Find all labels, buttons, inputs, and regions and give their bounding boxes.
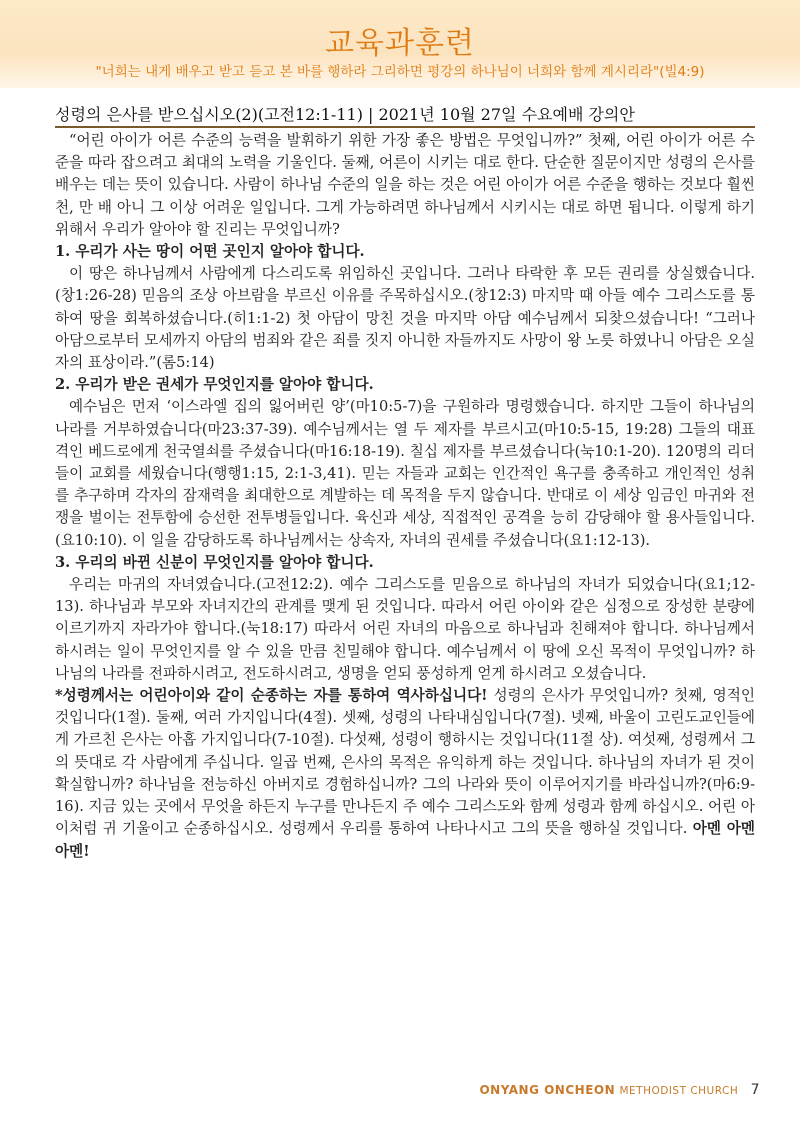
page-number: 7	[750, 1082, 760, 1098]
church-brand: ONYANG ONCHEON	[479, 1083, 616, 1097]
closing-lead: *성령께서는 어린아이와 같이 순종하는 자를 통하여 역사하십니다!	[55, 687, 488, 705]
section-title: 교육과훈련	[325, 26, 475, 61]
point-heading-3: 3. 우리의 바뀐 신분이 무엇인지를 알아야 합니다.	[55, 553, 374, 571]
point-paragraph-1: 이 땅은 하나님께서 사람에게 다스리도록 위임하신 곳입니다. 그러나 타락한 후 모든 권리를 상실했습니다.(창1:26-28) 믿음의 조상 아브람을 부르신 이유를 주목하십시오.(창12:3) 마지막 때 아들 예수 그리스도를 통하여 땅을 회복하셨습니다.(히1:1-2) 첫 아담이 망친 것을 마지막 아담 예수님께서 되찾으셨습니다! “그러나 아담으로부터 모세까지 아담의 범죄와 같은 죄를 짓지 아니한 자들까지도 사망이 왕 노릇 하였나니 아담은 오실 자의 표상이라.”(롬5:14)	[55, 265, 755, 372]
page-header	[0, 0, 800, 88]
page-footer	[479, 1082, 760, 1098]
closing-amen: 아멘 아멘 아멘!	[55, 820, 755, 860]
closing-text: 성령의 은사가 무엇입니까? 첫째, 영적인 것입니다(1절). 둘째, 여러 가지입니다(4절). 셋째, 성령의 나타내심입니다(7절). 넷째, 바울이 고린도교인들에게 가르친 은사는 아홉 가지입니다(7-10절). 다섯째, 성령이 행하시는 것입니다(11절 상). 여섯째, 성령께서 그의 뜻대로 각 사람에게 주십니다. 일곱 번째, 은사의 목적은 유익하게 하는 것입니다. 하나님의 자녀가 된 것이 확실합니까? 하나님을 전능하신 아버지로 경험하십니까? 그의 나라와 뜻이 이루어지기를 바라십니까?(마6:9-16). 지금 있는 곳에서 무엇을 하든지 누구를 만나든지 주 예수 그리스도와 함께 성령과 함께 하십시오. 어린 아이처럼 귀 기울이고 순종하십시오. 성령께서 우리를 통하여 나타나시고 그의 뜻을 행하실 것입니다.	[55, 687, 755, 838]
point-heading-2: 2. 우리가 받은 권세가 무엇인지를 알아야 합니다.	[55, 376, 374, 394]
church-sub: METHODIST CHURCH	[619, 1085, 739, 1097]
intro-paragraph: “어린 아이가 어른 수준의 능력을 발휘하기 위한 가장 좋은 방법은 무엇입니까?” 첫째, 어린 아이가 어른 수준을 따라 잡으려고 최대의 노력을 기울인다. 둘째, 어른이 시키는 대로 한다. 단순한 질문이지만 성령의 은사를 배우는 데는 뜻이 있습니다. 사람이 하나님 수준의 일을 하는 것은 어린 아이가 어른 수준을 행하는 것보다 훨씬 천, 만 배 아니 그 이상 어려운 일입니다. 그게 가능하려면 하나님께서 시키시는 대로 하면 됩니다. 이렇게 하기 위해서 우리가 알아야 할 진리는 무엇입니까?	[55, 132, 755, 238]
point-paragraph-3: 우리는 마귀의 자녀였습니다.(고전12:2). 예수 그리스도를 믿음으로 하나님의 자녀가 되었습니다(요1;12-13). 하나님과 부모와 자녀지간의 관계를 맺게 된 것입니다. 따라서 어린 아이와 같은 심정으로 장성한 분량에 이르기까지 자라가야 합니다.(눅18:17) 따라서 어린 자녀의 마음으로 하나님과 친해져야 합니다. 하나님께서 하시려는 일이 무엇인지를 알 수 있을 만큼 친밀해야 합니다. 예수님께서 이 땅에 오신 목적이 무엇입니까? 하나님의 나라를 전파하시려고, 전도하시려고, 생명을 얻되 풍성하게 얻게 하시려고 오셨습니다.	[55, 576, 755, 682]
lesson-title: 성령의 은사를 받으십시오(2)(고전12:1-11) | 2021년 10월 27일 수요예배 강의안	[55, 105, 635, 124]
lesson-body	[55, 130, 755, 863]
point-heading-1: 1. 우리가 사는 땅이 어떤 곳인지 알아야 합니다.	[55, 243, 365, 261]
point-paragraph-2: 예수님은 먼저 ‘이스라엘 집의 잃어버린 양’(마10:5-7)을 구원하라 명령했습니다. 하지만 그들이 하나님의 나라를 거부하였습니다(마23:37-39). 예수님께서는 열 두 제자를 부르시고(마10:5-15, 19:28) 그들의 대표격인 베드로에게 천국열쇠를 주셨습니다(마16:18-19). 칠십 제자를 부르셨습니다(눅10:1-20). 120명의 리더들이 교회를 세웠습니다(행행1:15, 2:1-3,41). 믿는 자들과 교회는 인간적인 욕구를 충족하고 개인적인 성취를 추구하며 각자의 잠재력을 최대한으로 계발하는 데 목적을 두지 않습니다. 반대로 이 세상 임금인 마귀와 전쟁을 벌이는 전투함에 승선한 전투병들입니다. 육신과 세상, 직접적인 공격을 능히 감당해야 할 용사들입니다. (요10:10). 이 일을 감당하도록 하나님께서는 상속자, 자녀의 권세를 주셨습니다(요1:12-13).	[55, 398, 755, 549]
title-divider	[55, 126, 755, 128]
header-verse: "너희는 내게 배우고 받고 듣고 본 바를 행하라 그리하면 평강의 하나님이 너희와 함께 계시리라"(빌4:9)	[95, 64, 705, 80]
closing-paragraph	[55, 685, 755, 863]
